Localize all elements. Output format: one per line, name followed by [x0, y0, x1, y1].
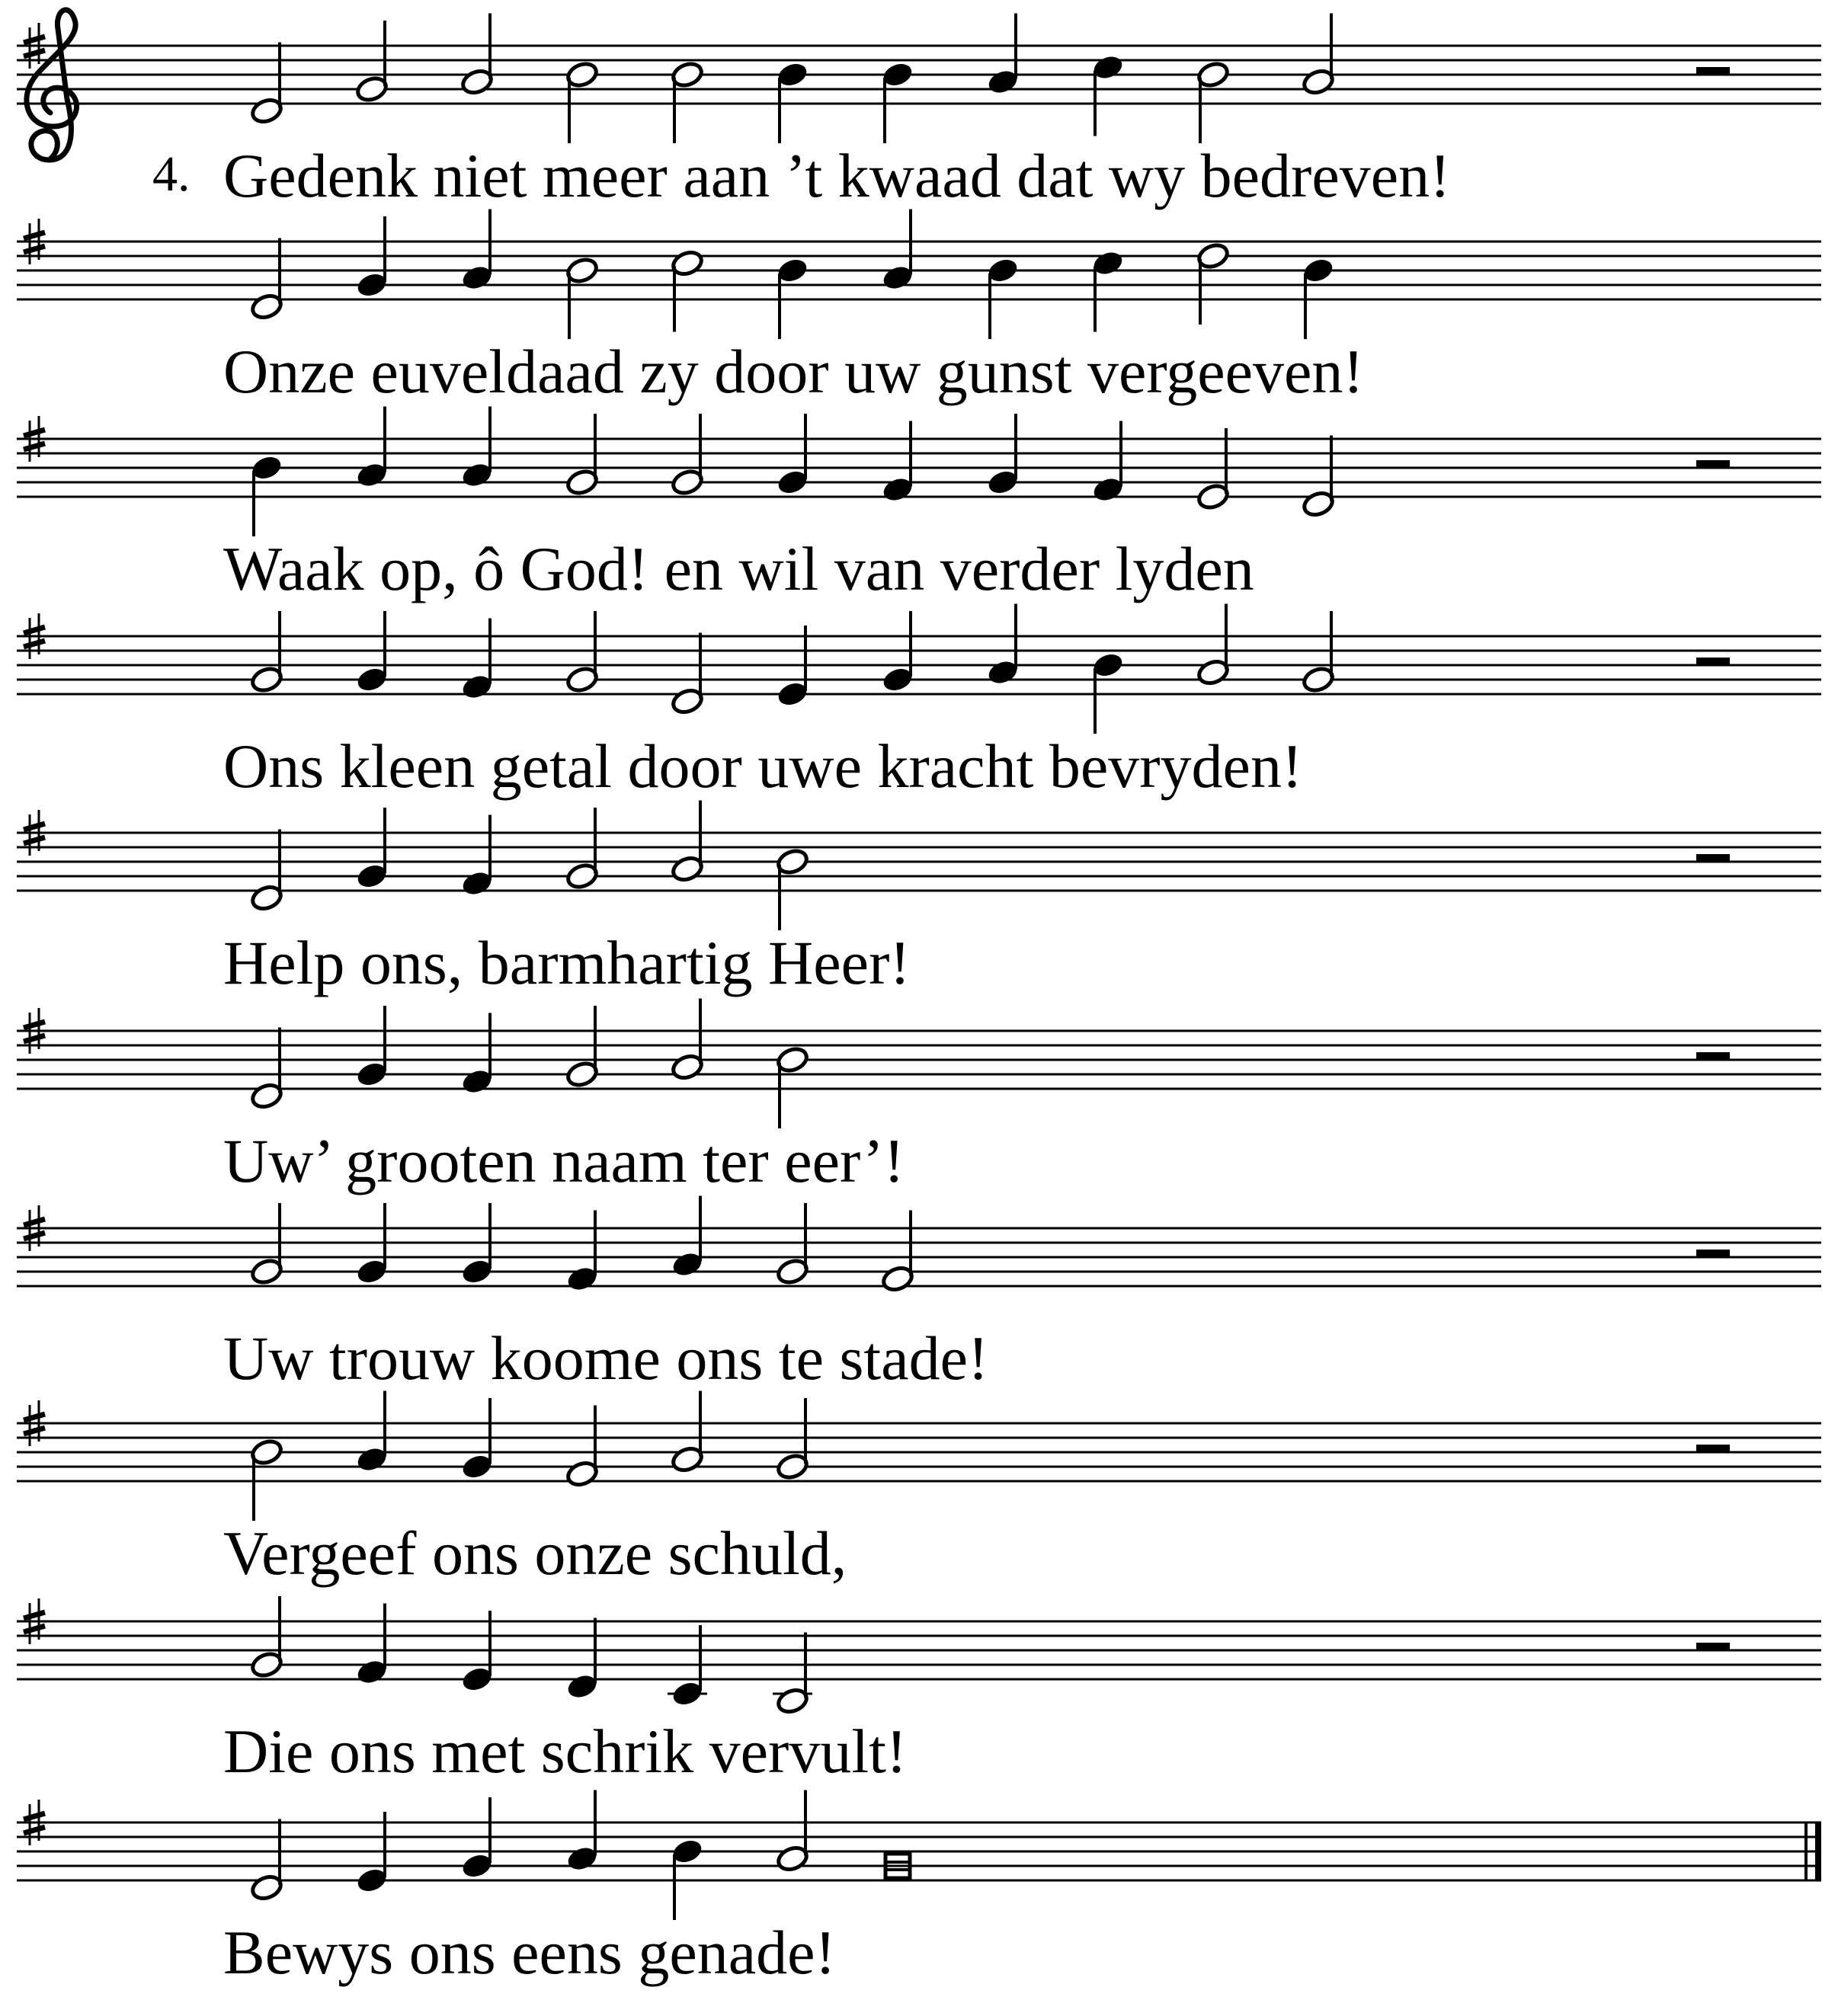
note — [1196, 428, 1231, 511]
note — [986, 256, 1020, 339]
note — [1091, 53, 1126, 136]
verse-number: 4. — [152, 146, 191, 202]
sharp-bar-icon — [24, 824, 45, 830]
sharp-bar-icon — [24, 1428, 45, 1434]
lyric-line: Help ons, barmhartig Heer! — [223, 928, 911, 997]
note — [355, 1604, 389, 1687]
note — [671, 414, 705, 497]
note — [250, 830, 284, 913]
note — [776, 414, 810, 497]
note — [460, 210, 495, 293]
note — [355, 1812, 389, 1895]
sharp-bar-icon — [24, 1827, 45, 1833]
staff-system — [17, 407, 1821, 604]
note — [565, 1006, 600, 1089]
note — [773, 1633, 812, 1716]
score-systems — [17, 10, 1821, 1987]
sharp-bar-icon — [24, 1612, 45, 1618]
note — [460, 1611, 495, 1694]
sharp-bar-icon — [24, 627, 45, 633]
note — [355, 1203, 389, 1286]
note — [1196, 60, 1231, 143]
sharp-bar-icon — [24, 430, 45, 436]
staff-system — [17, 10, 1821, 210]
staff-system — [17, 1596, 1821, 1786]
note — [565, 611, 600, 694]
note — [250, 1203, 284, 1286]
note — [460, 619, 495, 702]
lyric-line: Vergeef ons onze schuld, — [223, 1518, 847, 1588]
note — [671, 1196, 705, 1279]
lyric-line: Uw’ grooten naam ter eer’! — [223, 1126, 905, 1195]
note — [250, 43, 284, 126]
note — [565, 414, 600, 497]
note — [776, 60, 810, 143]
half-rest-icon — [1696, 854, 1730, 862]
note — [776, 1203, 810, 1286]
half-rest-icon — [1696, 1643, 1730, 1651]
staff-system — [17, 1391, 1821, 1589]
half-rest-icon — [1696, 1445, 1730, 1453]
sharp-bar-icon — [24, 1813, 45, 1819]
half-rest-icon — [1696, 1250, 1730, 1258]
sharp-bar-icon — [24, 1626, 45, 1632]
note — [565, 808, 600, 891]
note — [355, 1391, 389, 1474]
lyric-line: Die ons met schrik vervult! — [223, 1717, 908, 1786]
note — [1196, 242, 1231, 325]
note — [355, 216, 389, 299]
lyric-line: Bewys ons eens genade! — [223, 1918, 836, 1987]
staff-system — [17, 801, 1821, 998]
half-rest-icon — [1696, 1052, 1730, 1061]
note — [355, 1006, 389, 1089]
note — [565, 1618, 600, 1701]
note — [460, 1797, 495, 1880]
note — [986, 414, 1020, 497]
note — [671, 999, 705, 1082]
note — [355, 611, 389, 694]
note — [1196, 604, 1231, 687]
note — [776, 256, 810, 339]
treble-clef-icon — [27, 10, 77, 160]
note — [460, 407, 495, 490]
lyric-line: Waak op, ô God! en wil van verder lyden — [223, 534, 1254, 603]
note — [250, 1819, 284, 1902]
lyric-line: Gedenk niet meer aan ’t kwaad dat wy bedreven! — [223, 141, 1451, 210]
note — [986, 14, 1020, 97]
note — [881, 611, 915, 694]
half-rest-icon — [1696, 67, 1730, 75]
note — [250, 1596, 284, 1679]
note — [565, 256, 600, 339]
staff-system — [17, 210, 1821, 407]
note — [250, 1438, 284, 1521]
note — [776, 1398, 810, 1481]
note — [776, 847, 810, 930]
sharp-bar-icon — [24, 1035, 45, 1042]
sharp-bar-icon — [24, 837, 45, 843]
note — [1091, 421, 1126, 504]
half-rest-icon — [1696, 460, 1730, 469]
note — [1302, 611, 1336, 694]
note — [776, 1045, 810, 1128]
note — [1302, 436, 1336, 519]
sharp-bar-icon — [24, 1022, 45, 1028]
staff-system — [17, 1790, 1821, 1988]
note — [776, 1790, 810, 1874]
lyric-line: Onze euveldaad zy door uw gunst vergeeven! — [223, 337, 1364, 406]
note — [460, 815, 495, 898]
note — [671, 248, 705, 331]
note — [881, 60, 915, 143]
note — [355, 407, 389, 490]
sharp-bar-icon — [24, 1414, 45, 1420]
note — [355, 808, 389, 891]
sharp-bar-icon — [24, 246, 45, 252]
sharp-bar-icon — [24, 50, 45, 56]
sharp-bar-icon — [24, 1233, 45, 1239]
note — [986, 604, 1020, 687]
note — [671, 633, 705, 716]
note — [668, 1625, 707, 1708]
half-rest-icon — [1696, 658, 1730, 666]
note — [250, 453, 284, 536]
note — [460, 1203, 495, 1286]
note — [565, 1790, 600, 1874]
note — [776, 626, 810, 709]
note — [460, 14, 495, 97]
note — [671, 1837, 705, 1920]
note — [671, 1391, 705, 1474]
lyric-line: Ons kleen getal door uwe kracht bevryden! — [223, 731, 1303, 801]
note — [1091, 248, 1126, 331]
note — [565, 1406, 600, 1489]
note — [460, 1013, 495, 1096]
note — [1091, 651, 1126, 734]
note — [671, 60, 705, 143]
staff-system — [17, 604, 1821, 802]
staff-system — [17, 1196, 1821, 1394]
note — [565, 1211, 600, 1294]
note — [881, 210, 915, 293]
note — [250, 1028, 284, 1111]
note — [881, 421, 915, 504]
note — [671, 801, 705, 884]
sharp-bar-icon — [24, 232, 45, 238]
note — [881, 1211, 915, 1294]
staff-system — [17, 999, 1821, 1196]
note — [460, 1398, 495, 1481]
note — [565, 60, 600, 143]
sharp-bar-icon — [24, 1219, 45, 1225]
note — [355, 21, 389, 104]
note — [1302, 14, 1336, 97]
note — [1302, 256, 1336, 339]
sharp-bar-icon — [24, 641, 45, 647]
lyric-line: Uw trouw koome ons te stade! — [223, 1323, 989, 1393]
note — [250, 611, 284, 694]
sharp-bar-icon — [24, 443, 45, 450]
note — [250, 238, 284, 322]
sharp-bar-icon — [24, 37, 45, 43]
